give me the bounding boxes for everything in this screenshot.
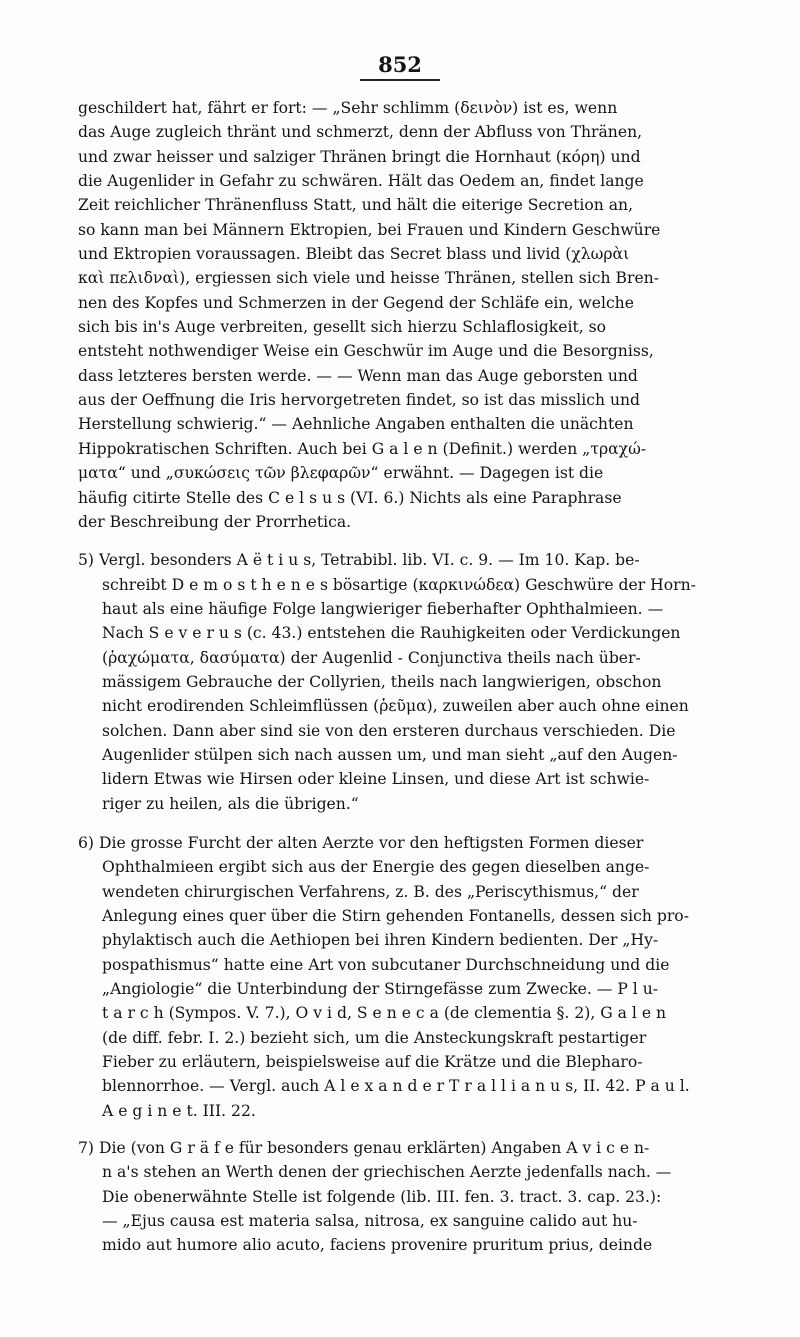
text-line: entsteht nothwendiger Weise ein Geschwür im Auge und die Besorgniss, bbox=[78, 342, 654, 361]
text-line: 7) Die (von G r ä f e für besonders genau erklärten) Angaben A v i c e n- bbox=[78, 1139, 650, 1158]
text-line: schreibt D e m o s t h e n e s bösartige (καρκινώδεα) Geschwüre der Horn- bbox=[102, 575, 696, 594]
text-line: mido aut humore alio acuto, faciens provenire pruritum prius, deinde bbox=[102, 1236, 653, 1255]
text-line: und Ektropien voraussagen. Bleibt das Secret blass und livid (χλωρὰι bbox=[78, 245, 630, 264]
text-line: wendeten chirurgischen Verfahrens, z. B. des „Periscythismus,“ der bbox=[102, 882, 639, 901]
text-line: blennorrhoe. — Vergl. auch A l e x a n d e r T r a l l i a n u s, II. 42. P a u l. bbox=[102, 1077, 690, 1096]
text-line: Ophthalmieen ergibt sich aus der Energie des gegen dieselben ange- bbox=[102, 858, 650, 877]
text-line: der Beschreibung der Prorrhetica. bbox=[78, 512, 352, 531]
text-line: solchen. Dann aber sind sie von den ersteren durchaus verschieden. Die bbox=[102, 721, 676, 740]
text-line: 6) Die grosse Furcht der alten Aerzte vor den heftigsten Formen dieser bbox=[78, 833, 644, 852]
text-line: (ῥαχώματα, δασύματα) der Augenlid - Conjunctiva theils nach über- bbox=[102, 648, 641, 667]
text-line: das Auge zugleich thränt und schmerzt, denn der Abfluss von Thränen, bbox=[78, 123, 643, 142]
text-line: sich bis in's Auge verbreiten, gesellt sich hierzu Schlaflosigkeit, so bbox=[78, 318, 607, 337]
page-header bbox=[0, 52, 800, 81]
text-line: Herstellung schwierig.“ — Aehnliche Angaben enthalten die unächten bbox=[78, 415, 634, 434]
page-number: 852 bbox=[378, 52, 422, 77]
header-rule bbox=[360, 79, 440, 81]
text-line: n a's stehen an Werth denen der griechischen Aerzte jedenfalls nach. — bbox=[102, 1163, 672, 1182]
text-line: — „Ejus causa est materia salsa, nitrosa, ex sanguine calido aut hu- bbox=[102, 1212, 638, 1231]
footnote-7 bbox=[78, 1136, 766, 1258]
text-line: „Angiologie“ die Unterbindung der Stirngefässe zum Zwecke. — P l u- bbox=[102, 980, 659, 999]
text-line: die Augenlider in Gefahr zu schwären. Hält das Oedem an, findet lange bbox=[78, 172, 644, 191]
text-line: Hippokratischen Schriften. Auch bei G a l e n (Definit.) werden „τραχώ- bbox=[78, 439, 647, 458]
text-line: Zeit reichlicher Thränenfluss Statt, und hält die eiterige Secretion an, bbox=[78, 196, 634, 215]
page-body bbox=[78, 96, 766, 1258]
text-line: ματα“ und „συκώσεις τῶν βλεφαρῶν“ erwähnt. — Dagegen ist die bbox=[78, 464, 604, 483]
text-line: 5) Vergl. besonders A ë t i u s, Tetrabibl. lib. VI. c. 9. — Im 10. Kap. be- bbox=[78, 551, 640, 570]
text-line: dass letzteres bersten werde. — — Wenn man das Auge geborsten und bbox=[78, 366, 638, 385]
text-line: haut als eine häufige Folge langwieriger fieberhafter Ophthalmieen. — bbox=[102, 599, 664, 618]
text-line: mässigem Gebrauche der Collyrien, theils nach langwierigen, obschon bbox=[102, 672, 662, 691]
main-paragraph bbox=[78, 96, 766, 534]
text-line: riger zu heilen, als die übrigen.“ bbox=[102, 794, 359, 813]
text-line: nen des Kopfes und Schmerzen in der Gegend der Schläfe ein, welche bbox=[78, 293, 634, 312]
text-line: Fieber zu erläutern, beispielsweise auf die Krätze und die Blepharo- bbox=[102, 1053, 643, 1072]
text-line: Anlegung eines quer über die Stirn gehenden Fontanells, dessen sich pro- bbox=[102, 907, 689, 925]
text-line: nicht erodirenden Schleimflüssen (ῥεῦμα), zuweilen aber auch ohne einen bbox=[102, 697, 689, 716]
text-line: und zwar heisser und salziger Thränen bringt die Hornhaut (κόρη) und bbox=[78, 147, 641, 166]
text-line: so kann man bei Männern Ektropien, bei Frauen und Kindern Geschwüre bbox=[78, 220, 661, 239]
text-line: pospathismus“ hatte eine Art von subcutaner Durchschneidung und die bbox=[102, 955, 670, 974]
text-line: Augenlider stülpen sich nach aussen um, und man sieht „auf den Augen- bbox=[102, 745, 678, 764]
footnote-5 bbox=[78, 548, 766, 816]
text-line: Nach S e v e r u s (c. 43.) entstehen die Rauhigkeiten oder Verdickungen bbox=[102, 624, 681, 643]
text-line: phylaktisch auch die Aethiopen bei ihren Kindern bedienten. Der „Hy- bbox=[102, 931, 659, 950]
footnote-6 bbox=[78, 831, 766, 1123]
text-line: t a r c h (Sympos. V. 7.), O v i d, S e n e c a (de clementia §. 2), G a l e n bbox=[102, 1004, 667, 1023]
text-line: (de diff. febr. I. 2.) bezieht sich, um die Ansteckungskraft pestartiger bbox=[102, 1028, 647, 1047]
text-line: A e g i n e t. III. 22. bbox=[102, 1101, 256, 1120]
text-line: häufig citirte Stelle des C e l s u s (VI. 6.) Nichts als eine Paraphrase bbox=[78, 488, 622, 507]
text-line: geschildert hat, fährt er fort: — „Sehr schlimm (δεινὸν) ist es, wenn bbox=[78, 99, 618, 117]
text-line: καὶ πελιδναὶ), ergiessen sich viele und heisse Thränen, stellen sich Bren- bbox=[78, 269, 659, 288]
text-line: aus der Oeffnung die Iris hervorgetreten findet, so ist das misslich und bbox=[78, 391, 641, 410]
text-line: lidern Etwas wie Hirsen oder kleine Linsen, und diese Art ist schwie- bbox=[102, 770, 650, 789]
text-line: Die obenerwähnte Stelle ist folgende (lib. III. fen. 3. tract. 3. cap. 23.): bbox=[102, 1187, 662, 1206]
